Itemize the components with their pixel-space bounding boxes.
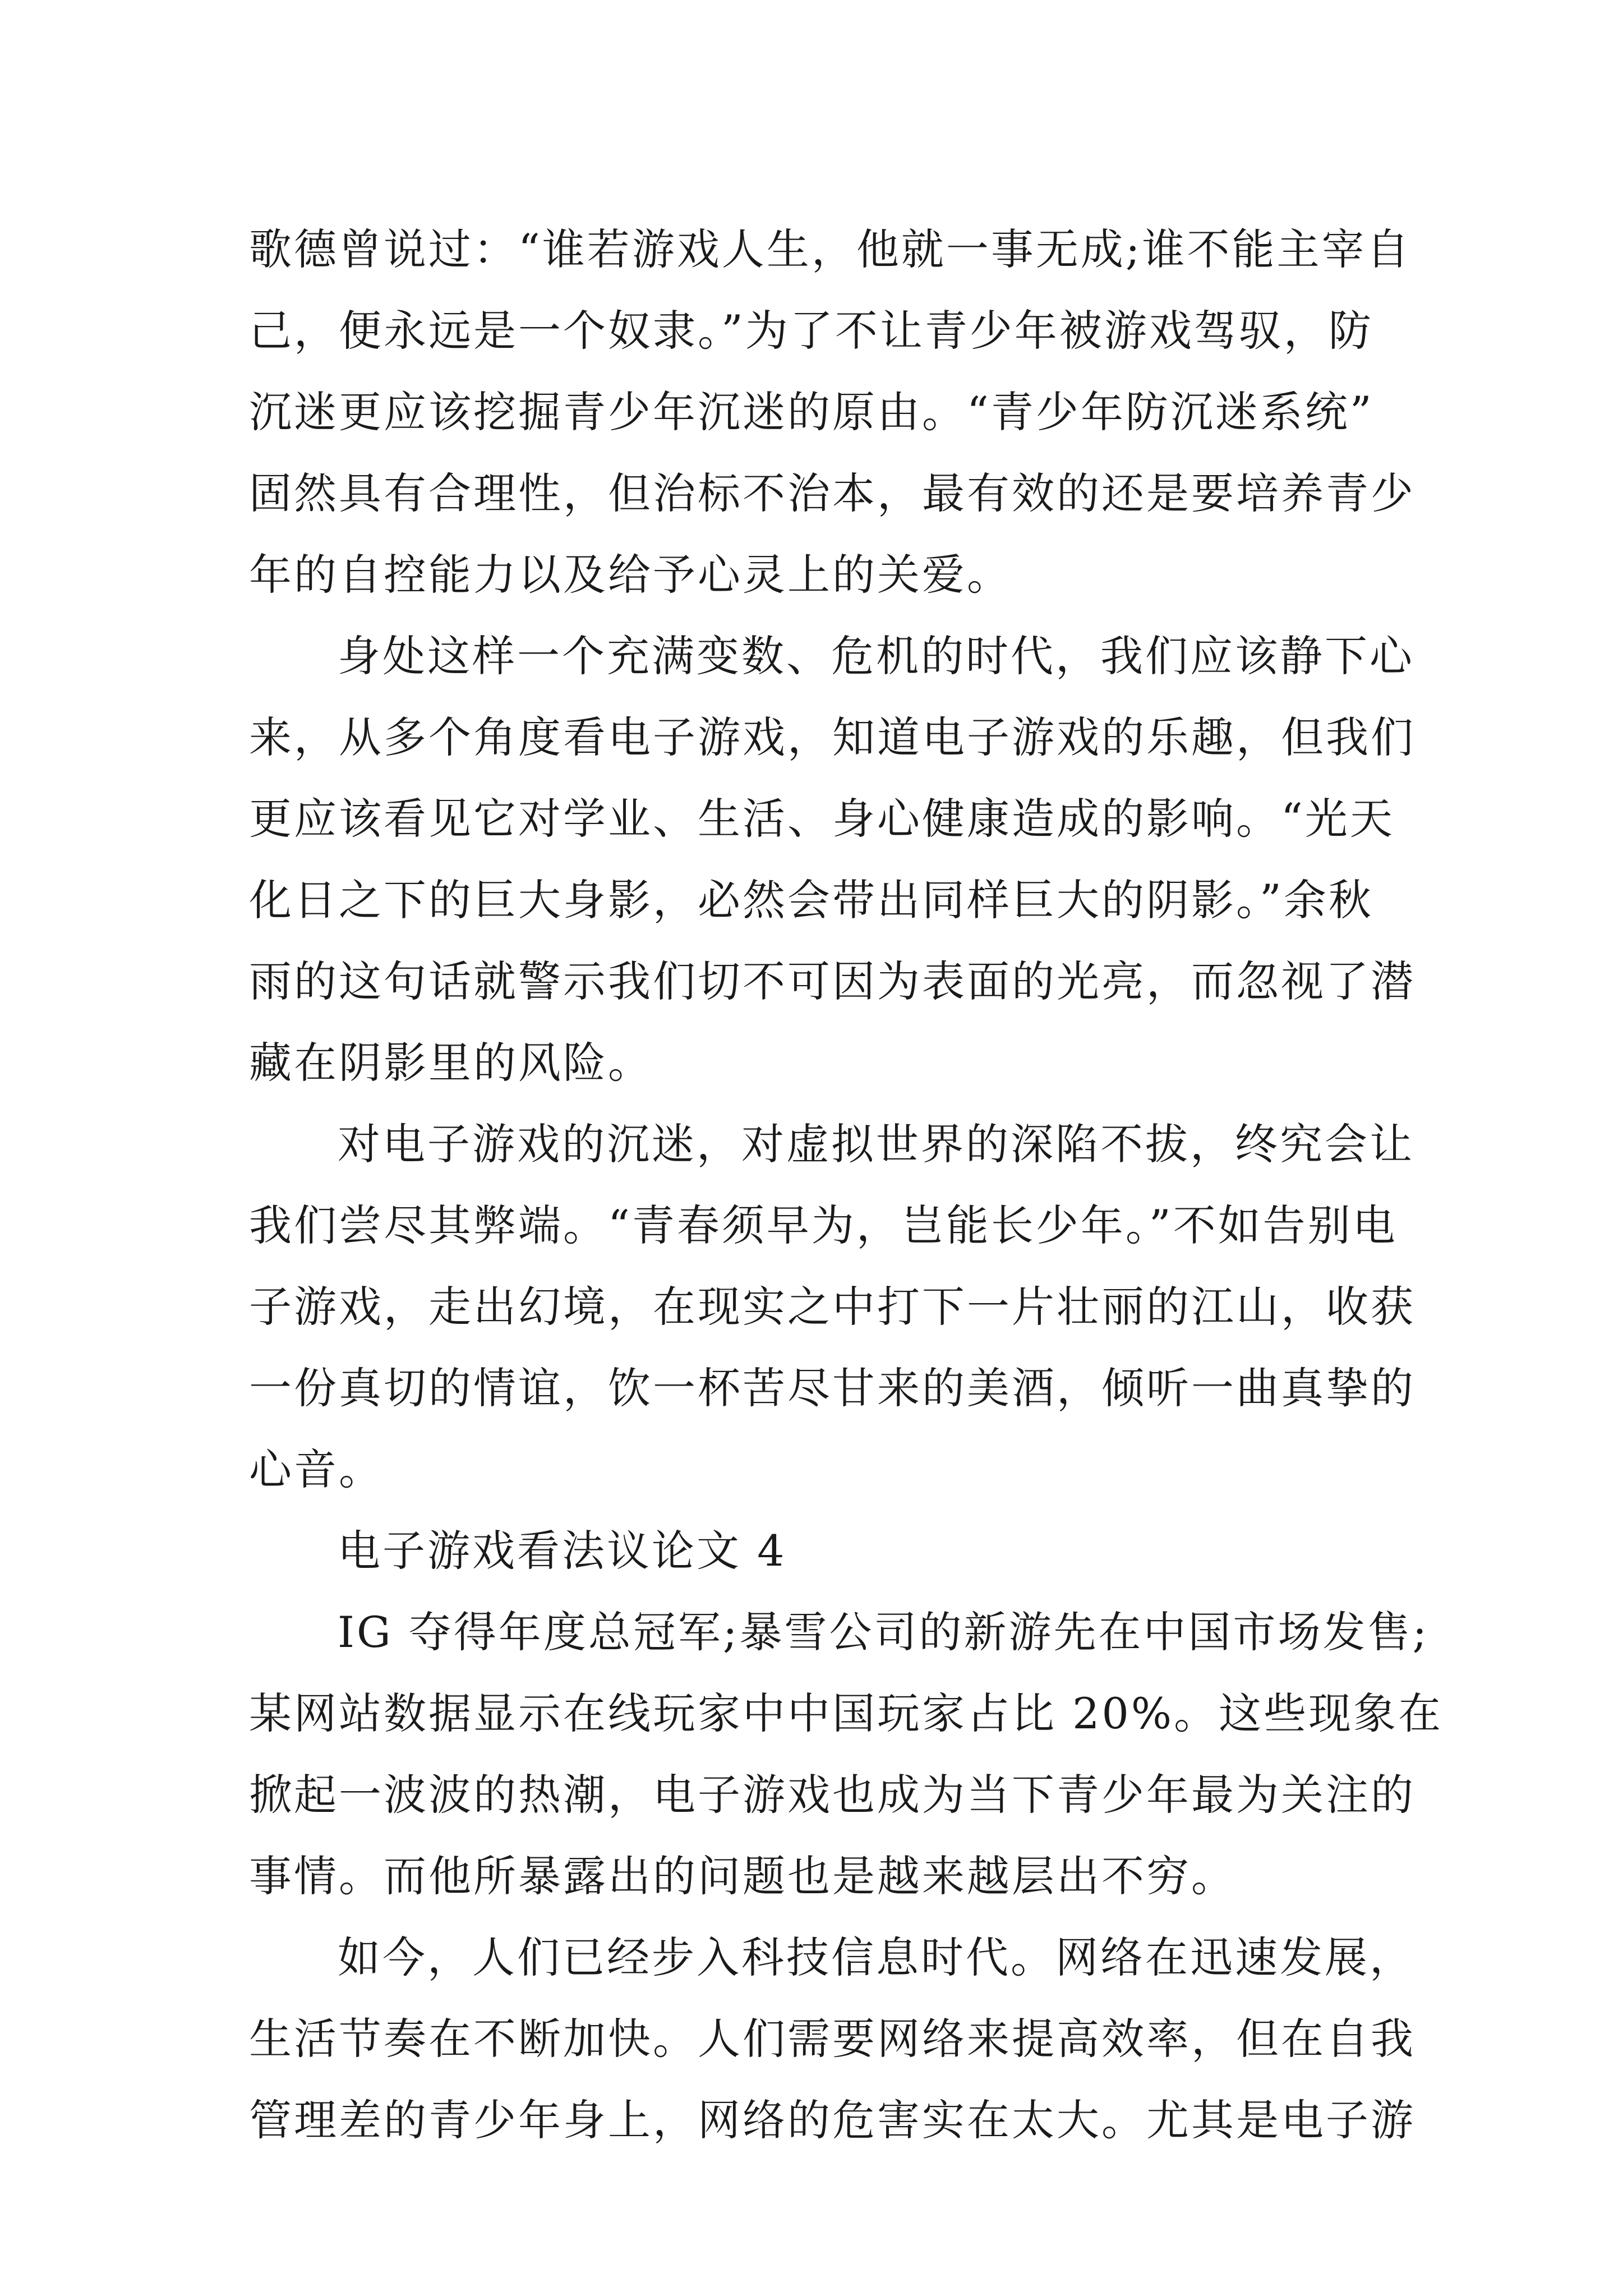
text-line: 化日之下的巨大身影，必然会带出同样巨大的阴影。”余秋 (249, 875, 1373, 925)
text-line: 年的自控能力以及给予心灵上的关爱。 (249, 550, 1012, 600)
paragraph-first-line: 如今，人们已经步入科技信息时代。网络在迅速发展， (338, 1932, 1414, 1982)
paragraph-first-line: 对电子游戏的沉迷，对虚拟世界的深陷不拔，终究会让 (338, 1119, 1414, 1169)
text-line: 子游戏，走出幻境，在现实之中打下一片壮丽的江山，收获 (249, 1282, 1415, 1332)
text-line: 我们尝尽其弊端。“青春须早为，岂能长少年。”不如告别电 (249, 1200, 1398, 1250)
text-line: 来，从多个角度看电子游戏，知道电子游戏的乐趣，但我们 (249, 712, 1415, 762)
text-line: 歌德曾说过：“谁若游戏人生，他就一事无成;谁不能主宰自 (249, 224, 1412, 274)
section-heading: 电子游戏看法议论文 4 (338, 1526, 787, 1576)
document-body (249, 209, 1444, 2161)
text-line: 某网站数据显示在线玩家中中国玩家占比 20%。这些现象在 (249, 1688, 1444, 1738)
text-line: 藏在阴影里的风险。 (249, 1038, 653, 1088)
text-line: 管理差的青少年身上，网络的危害实在太大。尤其是电子游 (249, 2095, 1415, 2145)
text-line: 固然具有合理性，但治标不治本，最有效的还是要培养青少 (249, 468, 1415, 518)
text-line: 更应该看见它对学业、生活、身心健康造成的影响。“光天 (249, 794, 1395, 844)
paragraph-first-line: IG 夺得年度总冠军;暴雪公司的新游先在中国市场发售; (338, 1607, 1430, 1657)
text-line: 己，便永远是一个奴隶。”为了不让青少年被游戏驾驭，防 (249, 306, 1373, 356)
text-line: 事情。而他所暴露出的问题也是越来越层出不穷。 (249, 1851, 1236, 1901)
paragraph-first-line: 身处这样一个充满变数、危机的时代，我们应该静下心 (338, 631, 1414, 681)
text-line: 雨的这句话就警示我们切不可因为表面的光亮，而忽视了潜 (249, 956, 1415, 1006)
text-line: 一份真切的情谊，饮一杯苦尽甘来的美酒，倾听一曲真挚的 (249, 1363, 1415, 1413)
text-line: 沉迷更应该挖掘青少年沉迷的原由。“青少年防沉迷系统” (249, 387, 1374, 437)
text-line: 生活节奏在不断加快。人们需要网络来提高效率，但在自我 (249, 2014, 1415, 2064)
text-line: 心音。 (249, 1444, 384, 1494)
text-line: 掀起一波波的热潮，电子游戏也成为当下青少年最为关注的 (249, 1770, 1415, 1820)
